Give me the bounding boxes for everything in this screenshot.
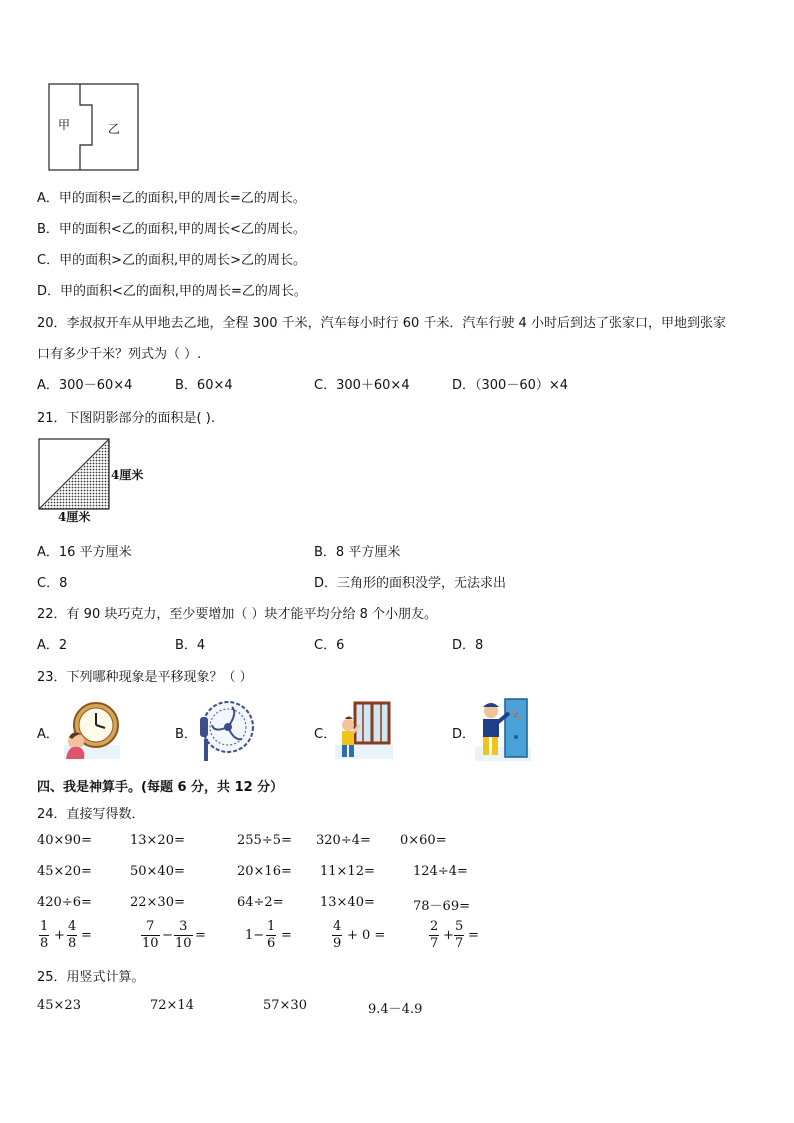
window-icon — [335, 701, 393, 759]
label-jia: 甲 — [58, 118, 71, 132]
calc-item: 255÷5= — [237, 833, 292, 848]
q23-option-b[interactable]: B． — [175, 727, 197, 742]
q24-title: 24．直接写得数． — [37, 807, 145, 822]
vertical-calc-item: 57×30 — [263, 998, 307, 1013]
calc-item: 20×16= — [237, 864, 292, 879]
jia-yi-figure — [48, 83, 140, 171]
calc-item: 64÷2= — [237, 895, 284, 910]
calc-item: 13×20= — [130, 833, 185, 848]
q20-option-c[interactable]: C．300＋60×4 — [314, 378, 410, 393]
q22-option-d[interactable]: D．8 — [452, 638, 484, 653]
vertical-calc-item: 45×23 — [37, 998, 81, 1013]
q21-question: 21．下图阴影部分的面积是( ). — [37, 411, 215, 426]
calc-item: 78－69= — [413, 899, 470, 914]
q20-option-b[interactable]: B．60×4 — [175, 378, 233, 393]
q20-question-line1: 20．李叔叔开车从甲地去乙地，全程 300 千米，汽车每小时行 60 千米．汽车行驶 4 小时后到达了张家口，甲地到张家 — [37, 316, 726, 331]
q22-question: 22．有 90 块巧克力，至少要增加（ ）块才能平均分给 8 个小朋友。 — [37, 607, 438, 622]
q19-option-b[interactable]: B．甲的面积<乙的面积,甲的周长<乙的周长。 — [37, 222, 306, 237]
vertical-calc-item: 9.4－4.9 — [368, 1002, 423, 1017]
calc-item: 320÷4= — [316, 833, 371, 848]
q19-option-a[interactable]: A．甲的面积=乙的面积,甲的周长=乙的周长。 — [37, 191, 306, 206]
q20-option-d[interactable]: D．（300－60）×4 — [452, 378, 569, 393]
q20-question-line2: 口有多少千米？列式为（ ）. — [37, 347, 202, 362]
calc-item: 11×12= — [320, 864, 375, 879]
calc-item: 0×60= — [400, 833, 447, 848]
q21-option-b[interactable]: B．8 平方厘米 — [314, 545, 401, 560]
calc-item: 124÷4= — [413, 864, 468, 879]
q23-option-d[interactable]: D． — [452, 727, 476, 742]
calc-item: 13×40= — [320, 895, 375, 910]
q23-option-c[interactable]: C． — [314, 727, 337, 742]
q20-option-a[interactable]: A．300－60×4 — [37, 378, 133, 393]
q25-title: 25．用竖式计算。 — [37, 970, 145, 985]
q22-option-b[interactable]: B．4 — [175, 638, 206, 653]
fan-icon — [198, 693, 254, 763]
worker-icon — [475, 697, 531, 761]
q19-option-c[interactable]: C．甲的面积>乙的面积,甲的周长>乙的周长。 — [37, 253, 306, 268]
q21-option-a[interactable]: A．16 平方厘米 — [37, 545, 132, 560]
q23-option-a[interactable]: A． — [37, 727, 59, 742]
q19-option-d[interactable]: D．甲的面积<乙的面积,甲的周长=乙的周长。 — [37, 284, 307, 299]
bottom-length-label: 4厘米 — [58, 510, 91, 524]
calc-item: 45×20= — [37, 864, 92, 879]
q22-option-a[interactable]: A．2 — [37, 638, 68, 653]
q21-option-d[interactable]: D．三角形的面积没学，无法求出 — [314, 576, 507, 591]
side-length-label: 4厘米 — [111, 468, 144, 482]
vertical-calc-item: 72×14 — [150, 998, 194, 1013]
calc-item: 22×30= — [130, 895, 185, 910]
q23-question: 23．下列哪种现象是平移现象？（ ） — [37, 670, 253, 685]
q21-option-c[interactable]: C．8 — [37, 576, 68, 591]
label-yi: 乙 — [108, 122, 121, 136]
clock-icon — [64, 697, 120, 759]
calc-item: 50×40= — [130, 864, 185, 879]
calc-item: 40×90= — [37, 833, 92, 848]
shaded-square-figure — [38, 438, 110, 510]
q22-option-c[interactable]: C．6 — [314, 638, 345, 653]
section-4-title: 四、我是神算手。(每题 6 分，共 12 分） — [37, 780, 284, 795]
calc-item: 420÷6= — [37, 895, 92, 910]
